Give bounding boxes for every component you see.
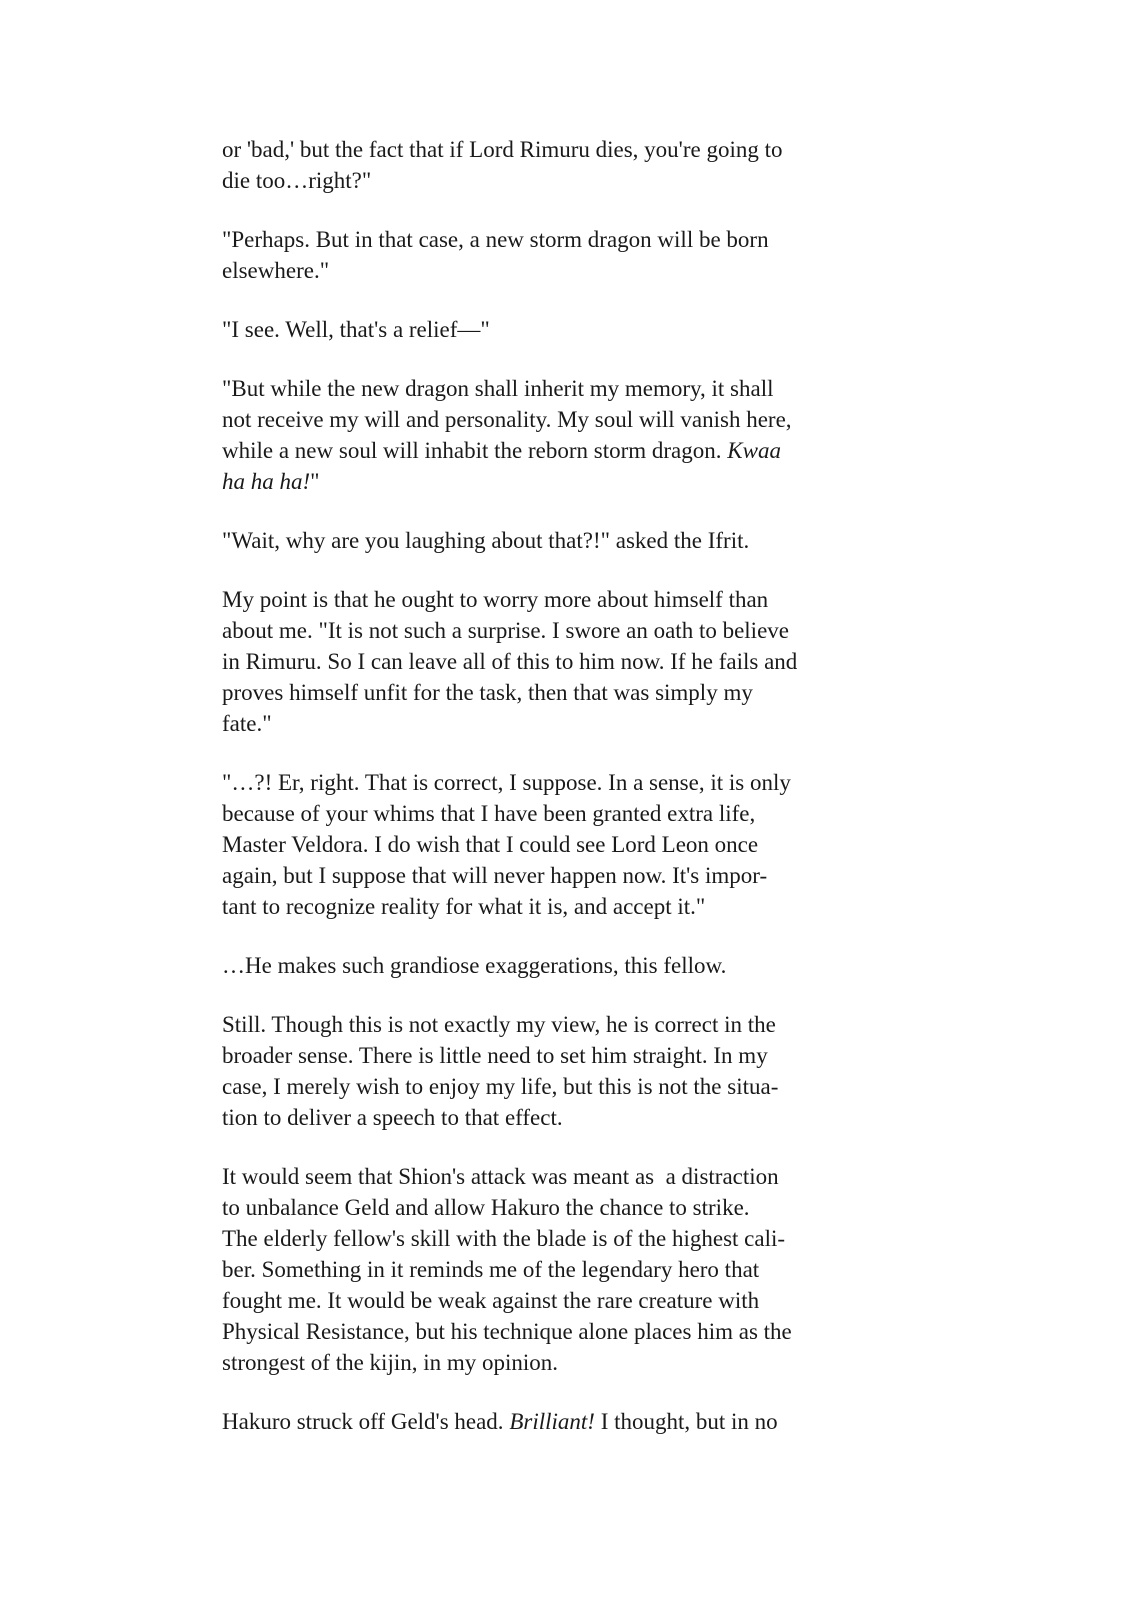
text-segment: Hakuro struck off Geld's head. [222,1409,510,1434]
text-line [222,646,902,677]
text-line [222,314,902,345]
text-line [222,404,902,435]
text-segment: The elderly fellow's skill with the blade is of the highest cali- [222,1226,786,1251]
paragraph [222,767,902,922]
text-segment: die too…right?" [222,168,372,193]
text-line [222,134,902,165]
text-segment: elsewhere." [222,258,330,283]
text-line [222,1161,902,1192]
italic-text-segment: Brilliant! [509,1409,595,1434]
paragraph [222,1161,902,1378]
paragraph [222,314,902,345]
text-line [222,1406,902,1437]
text-line [222,373,902,404]
text-line [222,615,902,646]
text-line [222,525,902,556]
text-segment: not receive my will and personality. My soul will vanish here, [222,407,792,432]
text-segment: fought me. It would be weak against the rare creature with [222,1288,760,1313]
text-segment: case, I merely wish to enjoy my life, but this is not the situa- [222,1074,779,1099]
text-segment: "But while the new dragon shall inherit my memory, it shall [222,376,774,401]
text-segment: "…?! Er, right. That is correct, I suppose. In a sense, it is only [222,770,791,795]
text-segment: Still. Though this is not exactly my view, he is correct in the [222,1012,776,1037]
paragraph [222,373,902,497]
text-line [222,1102,902,1133]
text-line [222,435,902,466]
text-segment: broader sense. There is little need to set him straight. In my [222,1043,768,1068]
text-segment: ber. Something in it reminds me of the legendary hero that [222,1257,760,1282]
text-line [222,767,902,798]
text-segment: "Wait, why are you laughing about that?!" asked the Ifrit. [222,528,750,553]
page-text [222,134,902,1465]
text-line [222,1285,902,1316]
text-line [222,1009,902,1040]
text-line [222,584,902,615]
text-segment: My point is that he ought to worry more about himself than [222,587,769,612]
text-line [222,1040,902,1071]
italic-text-segment: Kwaa [727,438,781,463]
text-line [222,860,902,891]
text-line [222,1192,902,1223]
paragraph [222,224,902,286]
paragraph [222,584,902,739]
text-segment: "I see. Well, that's a relief—" [222,317,490,342]
text-segment: in Rimuru. So I can leave all of this to him now. If he fails and [222,649,798,674]
text-segment: because of your whims that I have been granted extra life, [222,801,756,826]
text-segment: to unbalance Geld and allow Hakuro the chance to strike. [222,1195,750,1220]
text-segment: Master Veldora. I do wish that I could see Lord Leon once [222,832,759,857]
text-segment: or 'bad,' but the fact that if Lord Rimuru dies, you're going to [222,137,783,162]
text-segment: " [310,469,320,494]
text-line [222,255,902,286]
text-segment: while a new soul will inhabit the reborn storm dragon. [222,438,728,463]
text-line [222,1316,902,1347]
paragraph [222,1009,902,1133]
text-line [222,891,902,922]
text-line [222,798,902,829]
text-segment: tant to recognize reality for what it is, and accept it." [222,894,706,919]
text-segment: strongest of the kijin, in my opinion. [222,1350,559,1375]
text-line [222,829,902,860]
text-segment: Physical Resistance, but his technique alone places him as the [222,1319,792,1344]
text-segment: "Perhaps. But in that case, a new storm dragon will be born [222,227,769,252]
paragraph [222,950,902,981]
text-line [222,1347,902,1378]
text-segment: It would seem that Shion's attack was meant as a distraction [222,1164,779,1189]
text-segment: proves himself unfit for the task, then that was simply my [222,680,753,705]
text-line [222,1223,902,1254]
paragraph [222,1406,902,1437]
text-segment: …He makes such grandiose exaggerations, this fellow. [222,953,727,978]
text-line [222,466,902,497]
text-segment: again, but I suppose that will never happen now. It's impor- [222,863,768,888]
text-segment: fate." [222,711,272,736]
paragraph [222,525,902,556]
text-segment: about me. "It is not such a surprise. I swore an oath to believe [222,618,789,643]
text-line [222,950,902,981]
text-segment: I thought, but in no [594,1409,778,1434]
text-line [222,224,902,255]
paragraph [222,134,902,196]
text-line [222,1254,902,1285]
text-line [222,165,902,196]
italic-text-segment: ha ha ha! [222,469,311,494]
text-line [222,677,902,708]
text-segment: tion to deliver a speech to that effect. [222,1105,563,1130]
text-line [222,1071,902,1102]
text-line [222,708,902,739]
